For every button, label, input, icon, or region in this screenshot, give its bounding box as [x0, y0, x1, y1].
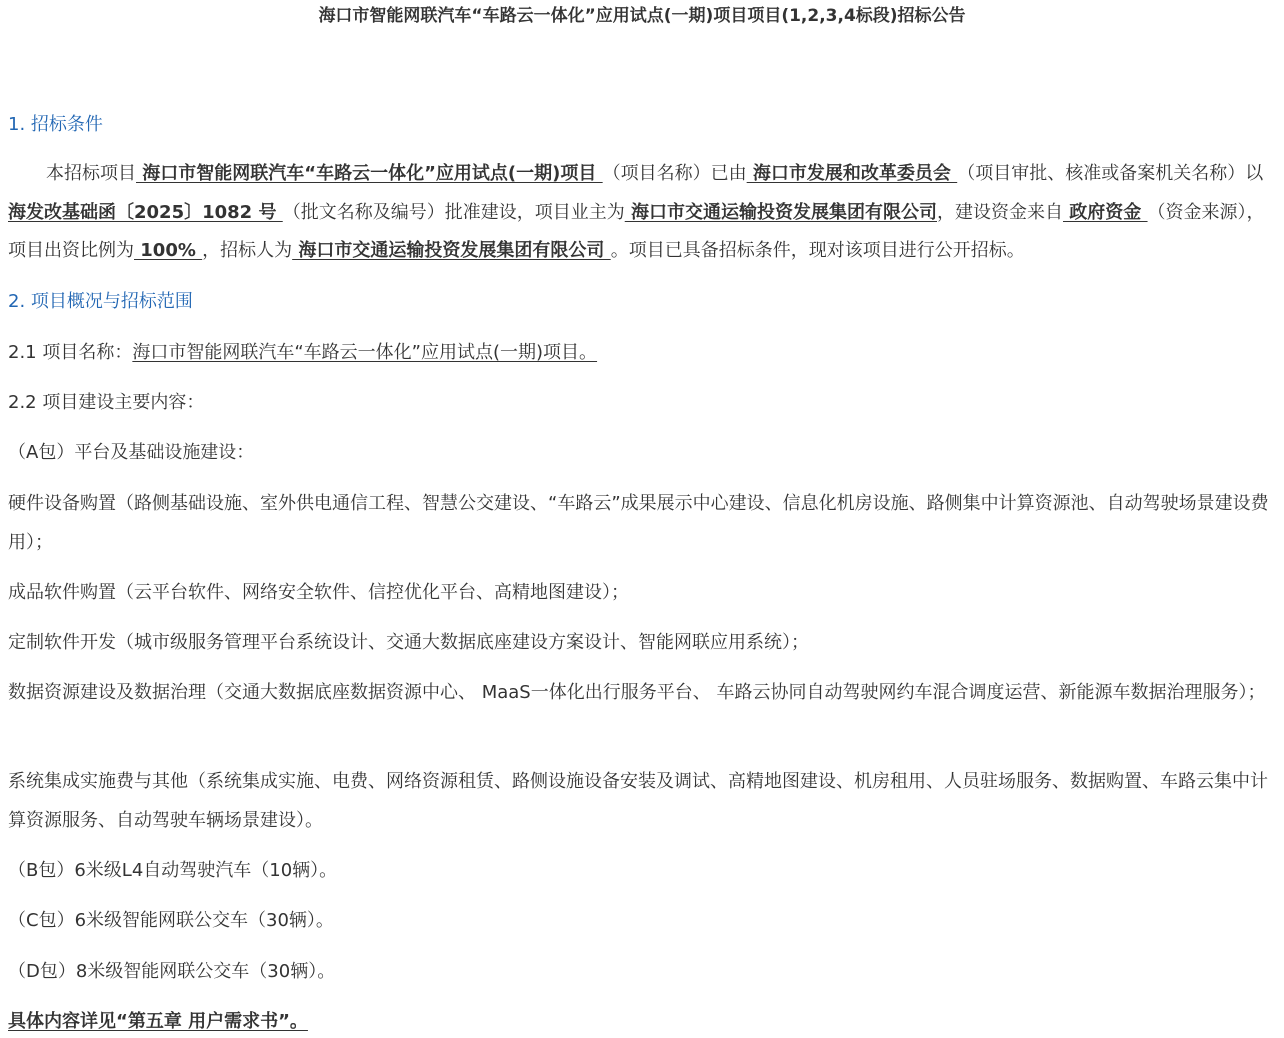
pack-c-item: （C包）6米级智能网联公交车（30辆）。	[8, 910, 334, 931]
project-owner-value: 海口市交通运输投资发展集团有限公司	[624, 201, 937, 223]
pack-d-item: （D包）8米级智能网联公交车（30辆）。	[8, 961, 336, 982]
project-name-label: 2.1 项目名称：	[8, 342, 133, 363]
approval-document-value: 海发改基础函〔2025〕1082 号	[8, 201, 283, 223]
pack-b-item: （B包）6米级L4自动驾驶汽车（10辆）。	[8, 860, 338, 881]
fund-source-value: 政府资金	[1063, 201, 1148, 223]
p1-text-h: 。项目已具备招标条件，现对该项目进行公开招标。	[610, 240, 1025, 261]
tenderer-value: 海口市交通运输投资发展集团有限公司	[292, 240, 611, 261]
section-heading-2: 2. 项目概况与招标范围	[8, 291, 193, 312]
hardware-item: 硬件设备购置（路侧基础设施、室外供电通信工程、智慧公交建设、“车路云”成果展示中心建设、信息化机房设施、路侧集中计算资源池、自动驾驶场景建设费用）；	[8, 493, 1269, 553]
approval-authority-value: 海口市发展和改革委员会	[746, 163, 958, 184]
project-name-value: 海口市智能网联汽车“车路云一体化”应用试点(一期)项目	[136, 163, 603, 184]
p1-text-a: 本招标项目	[46, 163, 136, 184]
p1-text-d: （批文名称及编号）批准建设，项目业主为	[282, 201, 625, 223]
system-integration-item: 系统集成实施费与其他（系统集成实施、电费、网络资源租赁、路侧设施设备安装及调试、高精地图建设、机房租用、人员驻场服务、数据购置、车路云集中计算资源服务、自动驾驶车辆场景建设）。	[8, 771, 1268, 831]
custom-software-item: 定制软件开发（城市级服务管理平台系统设计、交通大数据底座建设方案设计、智能网联应用系统）；	[8, 632, 809, 653]
content-label: 2.2 项目建设主要内容：	[8, 392, 205, 413]
details-reference: 具体内容详见“第五章 用户需求书”。	[8, 1011, 308, 1032]
tender-conditions-paragraph	[8, 155, 1276, 271]
p1-text-c: （项目审批、核准或备案机关名称）以	[957, 163, 1264, 184]
p1-text-f: （资金来源），项目出资比例为	[8, 201, 1265, 261]
project-name-text: 海口市智能网联汽车“车路云一体化”应用试点(一期)项目。	[132, 342, 598, 363]
pack-a-heading: （A包）平台及基础设施建设：	[8, 442, 255, 463]
page-title: 海口市智能网联汽车“车路云一体化”应用试点(一期)项目项目(1,2,3,4标段)招标公告	[318, 6, 966, 26]
p1-text-b: （项目名称）已由	[602, 163, 747, 184]
project-name-line	[8, 341, 597, 365]
p1-text-g: ，招标人为	[202, 240, 293, 261]
investment-ratio-value: 100%	[134, 240, 203, 261]
p1-text-e: ，建设资金来自	[937, 201, 1063, 223]
section-heading-1: 1. 招标条件	[8, 114, 103, 135]
software-item: 成品软件购置（云平台软件、网络安全软件、信控优化平台、高精地图建设）；	[8, 582, 629, 603]
data-resources-item: 数据资源建设及数据治理（交通大数据底座数据资源中心、 MaaS一体化出行服务平台、 车路云协同自动驾驶网约车混合调度运营、新能源车数据治理服务）；	[8, 682, 1266, 703]
